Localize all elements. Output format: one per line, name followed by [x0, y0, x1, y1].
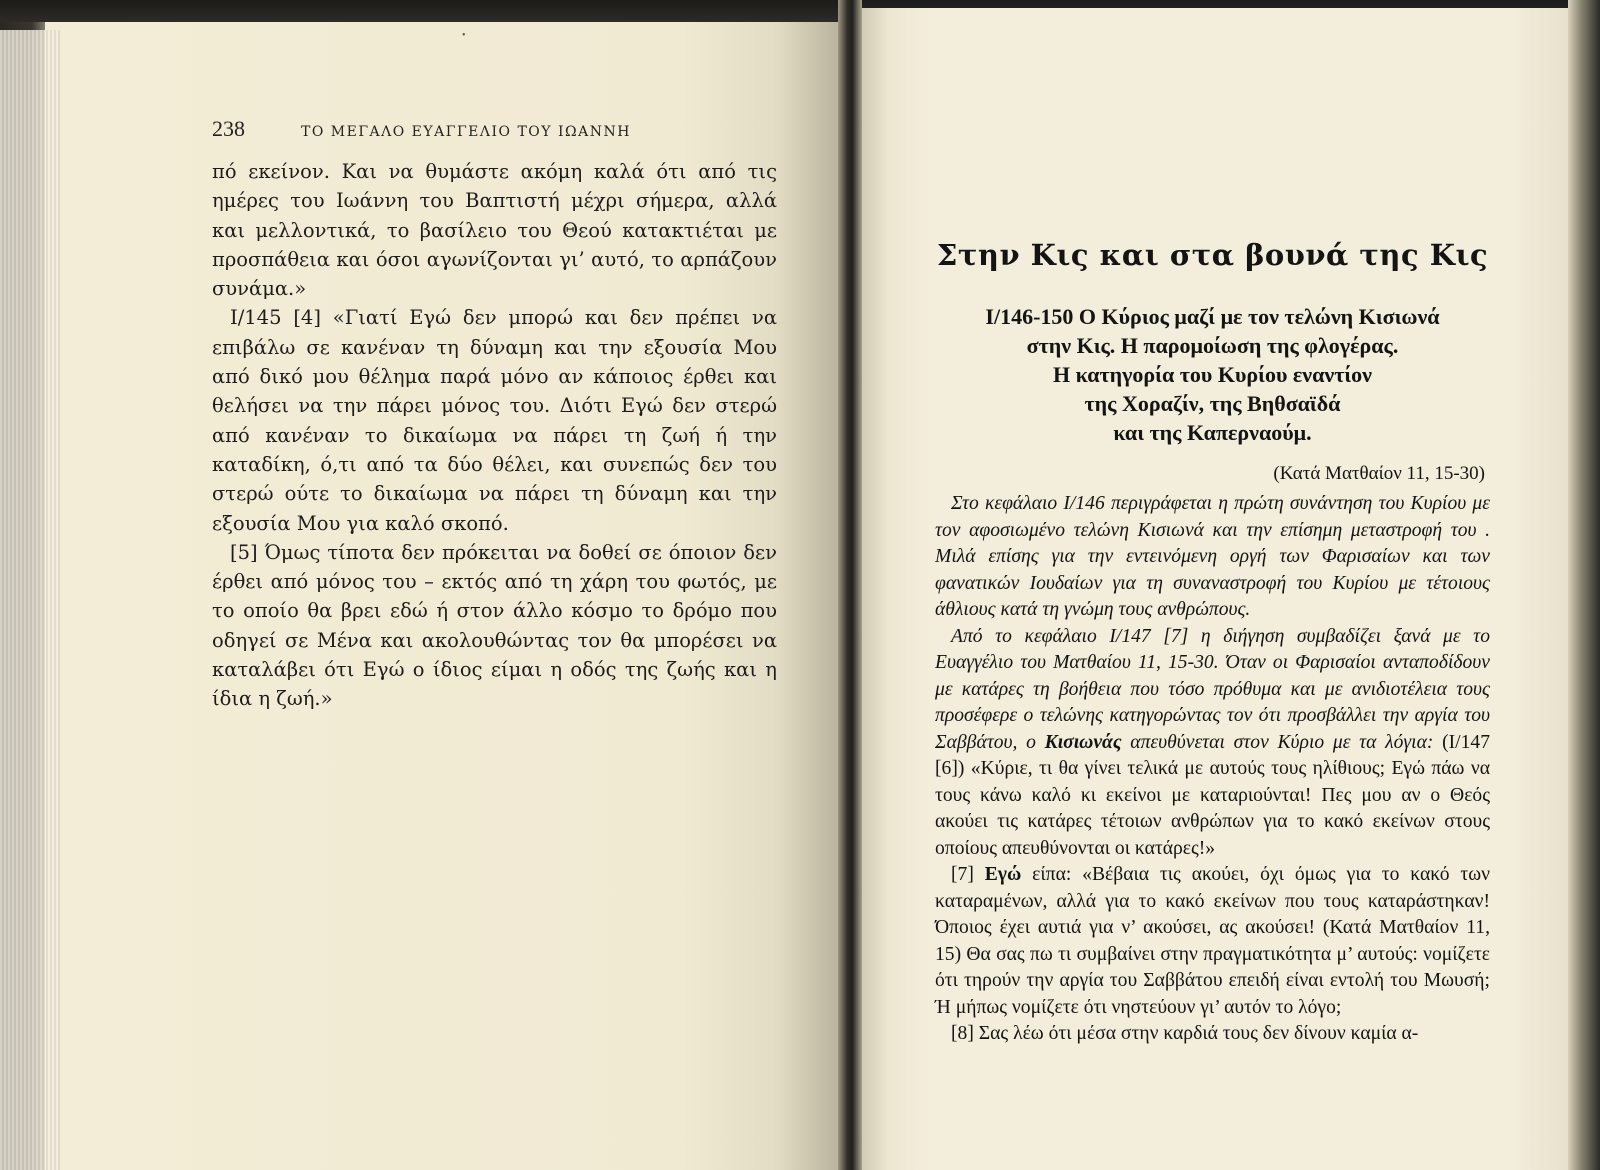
page-edges	[0, 30, 60, 1170]
right-page-text	[935, 238, 1490, 1048]
section-heading-line: Η κατηγορία του Κυρίου εναντίον	[1053, 362, 1372, 387]
intro-italic-text: Στο κεφάλαιο Ι/146 περιγράφεται η πρώτη συνάντηση του Κυρίου με τον αφοσιωμένο τελώνη Κισιωνά και την επίσημη μεταστροφή του . Μιλά επίσης για την εντεινόμενη οργή των Φαρισαίων και των φανατικών Ιουδαίων για τη συναναστροφή του Κυρίου με τέτοιους άθλιους κατά τη γνώμη τους ανθρώπους.	[935, 493, 1490, 620]
section-heading-line: και της Καπερναούμ.	[1113, 420, 1312, 445]
page-number: 238	[212, 116, 245, 141]
right-body	[935, 491, 1490, 1048]
running-title: ΤΟ ΜΕΓΑΛΟ ΕΥΑΓΓΕΛΙΟ ΤΟΥ ΙΩΑΝΝΗ	[301, 124, 631, 140]
paragraph-7	[935, 862, 1490, 1021]
printer-mark: •	[462, 30, 466, 41]
intro-paragraph-2	[935, 624, 1490, 863]
verse-number: [7]	[951, 864, 985, 885]
right-page-edge	[1568, 0, 1600, 1170]
chapter-title: Στην Κις και στα βουνά της Κις	[936, 238, 1489, 272]
speaker-name: Εγώ	[984, 864, 1022, 885]
left-paragraph-2: Ι/145 [4] «Γιατί Εγώ δεν μπορώ και δεν πρέπει να επιβάλω σε κανέναν τη δύναμη και την εξουσία Μου από δικό μου θέλημα παρά μόνο αν κάποιος έρθει και θελήσει να την πάρει μόνος του. Διότι Εγώ δεν στερώ από κανέναν το δικαίωμα να πάρει τη ζωή ή την καταδίκη, ό,τι από τα δύο θέλει, και συνεπώς δεν του στερώ ούτε το δικαίωμα να πάρει τη δύναμη και την εξουσία Μου για καλό σκοπό.	[212, 306, 777, 535]
intro-italic-text: Από το κεφάλαιο Ι/147 [7] η διήγηση συμβαδίζει ξανά με το Ευαγγέλιο του Ματθαίου 11, 15-30. Όταν οι Φαρισαίοι ανταποδίδουν με κατάρες τη βοήθεια που τόσο πρόθυμα και με ανιδιοτέλεια τους προσέφερε ο τελώνης κατηγορώντας τον ότι προσβάλλει την αργία του Σαββάτου, ο	[935, 625, 1490, 753]
left-paragraph-3: [5] Όμως τίποτα δεν πρόκειται να δοθεί σε όποιον δεν έρθει από μόνος του – εκτός από τη χάρη του φωτός, με το οποίο θα βρει εδώ ή στον άλλο κόσμο το δρόμο που οδηγεί σε Μένα και ακολουθώντας τον θα μπορέσει να καταλάβει ότι Εγώ ο ίδιος είμαι η οδός της ζωής και η ίδια η ζωή.»	[212, 540, 777, 711]
section-heading	[935, 302, 1490, 447]
book-spine	[838, 0, 862, 1170]
left-page-text	[212, 157, 777, 714]
section-heading-line: στην Κις. Η παρομοίωση της φλογέρας.	[1026, 333, 1399, 358]
left-paragraph-1: πό εκείνον. Και να θυμάστε ακόμη καλά ότι από τις ημέρες του Ιωάννη του Βαπτιστή μέχρι σήμερα, αλλά και μελλοντικά, το βασίλειο του Θεού κατακτιέται με προσπάθεια και όσοι αγωνίζονται γι’ αυτό, το αρπάζουν συνάμα.»	[212, 160, 777, 301]
intro-quote: (Ι/147 [6]) «Κύριε, τι θα γίνει τελικά με αυτούς τους ηλίθιους; Εγώ πάω να τους κάνω καλό κι εκείνοι με καταριούνται! Πες μου αν ο Θεός ακούει τις κατάρες τέτοιων ανθρώπων για το κακό εκείνων στους οποίους απευθύνονται οι κατάρες!»	[935, 731, 1490, 859]
running-head	[212, 116, 772, 142]
paragraph-7-text: είπα: «Βέβαια τις ακούει, όχι όμως για το κακό των καταραμένων, αλλά για το κακό εκείνων που τους καταράστηκαν! Όποιος έχει αυτιά για ν’ ακούσει, ας ακούσει! (Κατά Ματθαίον 11, 15) Θα σας πω τι συμβαίνει στην πραγματικότητα μ’ αυτούς: νομίζετε ότι τηρούν την αργία του Σαββάτου επειδή είναι εντολή του Μωυσή; Ή μήπως νομίζετε ότι νηστεύουν γι’ αυτόν το λόγο;	[935, 864, 1490, 1018]
section-heading-line: Ι/146-150 Ο Κύριος μαζί με τον τελώνη Κισιωνά	[985, 304, 1440, 329]
section-heading-line: της Χοραζίν, της Βηθσαϊδά	[1084, 391, 1341, 416]
scripture-reference: (Κατά Ματθαίον 11, 15-30)	[1273, 463, 1485, 484]
intro-paragraph-1	[935, 491, 1490, 624]
paragraph-8: [8] Σας λέω ότι μέσα στην καρδιά τους δεν δίνουν καμία α-	[951, 1023, 1419, 1044]
bold-name: Κισιωνάς	[1044, 731, 1122, 753]
intro-italic-text: απευθύνεται στον Κύριο με τα λόγια:	[1121, 731, 1434, 753]
